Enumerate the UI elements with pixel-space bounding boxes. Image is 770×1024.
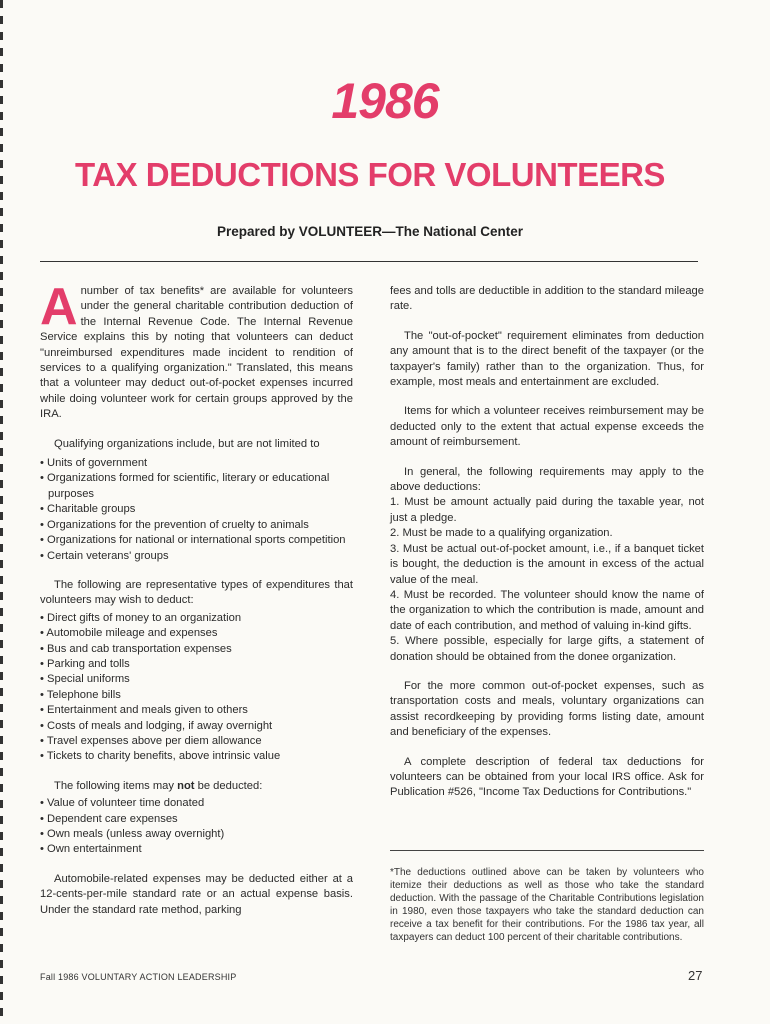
- not-deducted-list: [40, 796, 353, 858]
- list-item: • Own meals (unless away overnight): [40, 827, 353, 842]
- list-item: • Dependent care expenses: [40, 812, 353, 827]
- not-deducted-intro: [40, 779, 353, 794]
- intro-paragraph: [40, 278, 353, 423]
- expenditures-intro: The following are representative types of expenditures that volunteers may wish to deduct:: [40, 578, 353, 607]
- qualifying-list: [40, 456, 353, 564]
- list-item: • Units of government: [40, 456, 353, 471]
- list-item: • Bus and cab transportation expenses: [40, 642, 353, 657]
- list-item: • Own entertainment: [40, 842, 353, 857]
- list-item: • Special uniforms: [40, 672, 353, 687]
- list-item: • Certain veterans' groups: [40, 549, 353, 564]
- list-item: • Costs of meals and lodging, if away overnight: [40, 719, 353, 734]
- footnote-rule: [390, 850, 704, 851]
- reimbursement-paragraph: Items for which a volunteer receives reimbursement may be deducted only to the extent that actual expense exceeds the amount of reimbursement.: [390, 405, 704, 449]
- not-deducted-post: be deducted:: [194, 779, 263, 792]
- list-item: 1. Must be amount actually paid during the taxable year, not just a pledge.: [390, 496, 704, 524]
- list-item: 3. Must be actual out-of-pocket amount, i.e., if a banquet ticket is bought, the deduction is the amount in excess of the actual value of the meal.: [390, 542, 704, 586]
- list-item: • Charitable groups: [40, 502, 353, 517]
- header-rule: [40, 261, 698, 262]
- complete-description-paragraph: A complete description of federal tax deductions for volunteers can be obtained from your local IRS office. Ask for Publication #526, "Income Tax Deductions for Contributions.": [390, 755, 704, 799]
- intro-text: number of tax benefits* are available for volunteers under the general charitable contribution deduction of the Internal Revenue Code. The Internal Revenue Service explains this by noting that volunteers can deduct "unreimbursed expenditures made incident to rendition of services to a qualifying organization." Translated, this means that a volunteer may deduct out-of-pocket expenses incurred while doing volunteer work for certain groups approved by the IRA.: [40, 285, 353, 421]
- out-of-pocket-paragraph: The "out-of-pocket" requirement eliminates from deduction any amount that is to the direct benefit of the taxpayer (or the taxpayer's family) rather than to the organization. Thus, for example, most meals and entertainment are excluded.: [390, 329, 704, 389]
- page-edge-marks: [0, 0, 3, 1024]
- drop-cap: A: [40, 278, 78, 336]
- list-item: 4. Must be recorded. The volunteer should know the name of the organization to which the contribution is made, amount and date of each contribution, and method of valuing in-kind gifts.: [390, 588, 704, 632]
- list-item: • Telephone bills: [40, 688, 353, 703]
- list-item: • Parking and tolls: [40, 657, 353, 672]
- page-footer-title: Fall 1986 VOLUNTARY ACTION LEADERSHIP: [40, 972, 237, 982]
- list-item: • Value of volunteer time donated: [40, 796, 353, 811]
- fees-paragraph: fees and tolls are deductible in addition to the standard mileage rate.: [390, 285, 704, 313]
- list-item: 5. Where possible, especially for large gifts, a statement of donation should be obtained from the donee organization.: [390, 635, 704, 663]
- right-column: [390, 284, 704, 815]
- article-title: TAX DEDUCTIONS FOR VOLUNTEERS: [75, 156, 665, 193]
- requirements-intro: In general, the following requirements may apply to the above deductions:: [390, 465, 704, 494]
- footnote: *The deductions outlined above can be taken by volunteers who itemize their deductions as well as those who take the standard deduction. With the passage of the Charitable Contributions legislation in 1980, even those taxpayers who take the standard deduction can receive a tax benefit for their contributions. For the 1986 tax year, all taxpayers can deduct 100 percent of their charitable contributions.: [390, 867, 704, 943]
- left-column: [40, 278, 353, 932]
- list-item: • Entertainment and meals given to others: [40, 703, 353, 718]
- page-number: 27: [688, 968, 703, 983]
- expenditures-list: [40, 611, 353, 765]
- not-emphasis: not: [177, 779, 195, 792]
- list-item: • Organizations for the prevention of cruelty to animals: [40, 518, 353, 533]
- list-item: • Organizations formed for scientific, literary or educational purposes: [40, 471, 353, 502]
- byline: Prepared by VOLUNTEER—The National Center: [216, 224, 524, 239]
- list-item: 2. Must be made to a qualifying organization.: [390, 527, 613, 540]
- list-item: • Automobile mileage and expenses: [40, 626, 353, 641]
- year-heading: 1986: [331, 73, 439, 129]
- qualifying-intro: Qualifying organizations include, but are not limited to: [54, 437, 320, 450]
- list-item: • Organizations for national or international sports competition: [40, 533, 353, 548]
- not-deducted-pre: The following items may: [54, 779, 178, 792]
- list-item: • Direct gifts of money to an organization: [40, 611, 353, 626]
- common-expenses-paragraph: For the more common out-of-pocket expenses, such as transportation costs and meals, voluntary organizations can assist recordkeeping by providing forms listing date, amount and beneficiary of the expenses.: [390, 679, 704, 739]
- list-item: • Tickets to charity benefits, above intrinsic value: [40, 749, 353, 764]
- list-item: • Travel expenses above per diem allowance: [40, 734, 353, 749]
- automobile-paragraph: Automobile-related expenses may be deducted either at a 12-cents-per-mile standard rate or an actual expense basis. Under the standard rate method, parking: [40, 872, 353, 916]
- requirements-list: [390, 495, 704, 664]
